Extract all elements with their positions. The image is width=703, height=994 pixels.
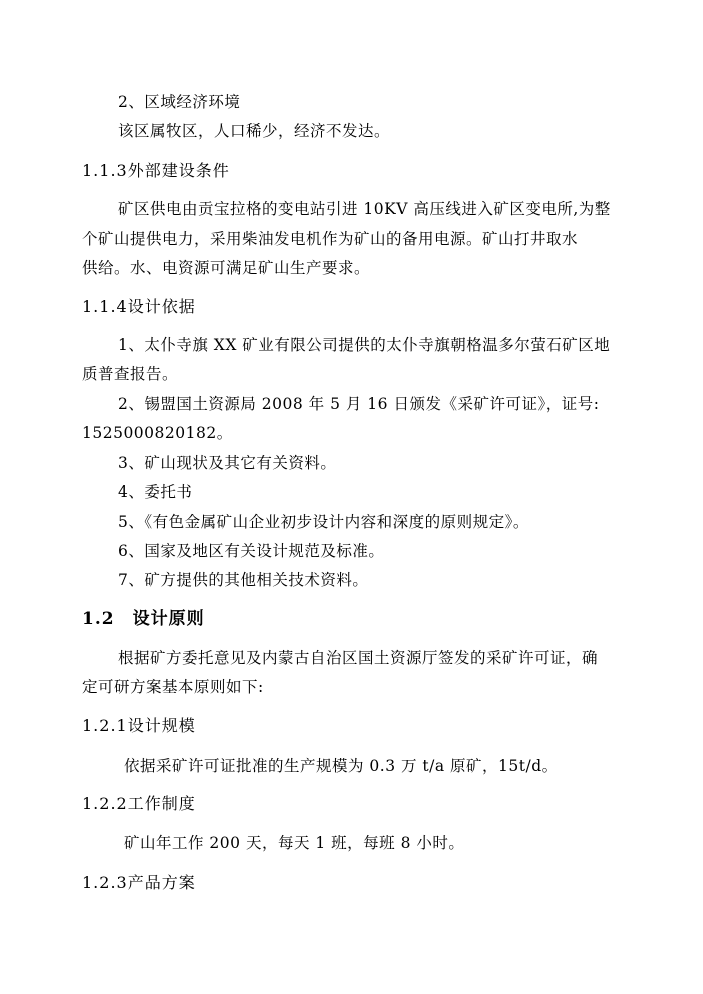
heading-number: 1.2 <box>82 609 115 629</box>
heading-1-2 <box>82 609 205 629</box>
paragraph-line: 供给。水、电资源可满足矿山生产要求。 <box>82 259 371 277</box>
paragraph-line: 根据矿方委托意见及内蒙古自治区国土资源厅签发的采矿许可证，确 <box>118 649 599 667</box>
heading-1-2-2: 1.2.2工作制度 <box>82 794 196 813</box>
list-item: 7、矿方提供的其他相关技术资料。 <box>118 571 369 589</box>
list-item: 3、矿山现状及其它有关资料。 <box>118 454 337 472</box>
list-item-cont: 1525000820182。 <box>82 424 233 442</box>
list-item: 1、太仆寺旗 XX 矿业有限公司提供的太仆寺旗朝格温多尔萤石矿区地 <box>118 336 611 354</box>
list-item: 5、《有色金属矿山企业初步设计内容和深度的原则规定》。 <box>118 513 529 531</box>
paragraph-line: 矿山年工作 200 天，每天 1 班，每班 8 小时。 <box>124 834 465 852</box>
heading-1-1-4: 1.1.4设计依据 <box>82 297 196 316</box>
heading-1-1-3: 1.1.3外部建设条件 <box>82 161 230 180</box>
list-item-cont: 质普查报告。 <box>82 365 179 383</box>
item-2-title: 2、区域经济环境 <box>118 93 241 111</box>
paragraph-line: 依据采矿许可证批准的生产规模为 0.3 万 t/a 原矿，15t/d。 <box>124 757 558 775</box>
list-item: 2、锡盟国土资源局 2008 年 5 月 16 日颁发《采矿许可证》，证号: <box>118 395 600 413</box>
paragraph-line: 个矿山提供电力，采用柴油发电机作为矿山的备用电源。矿山打井取水 <box>82 230 579 248</box>
paragraph-line: 定可研方案基本原则如下: <box>82 678 264 696</box>
list-item: 6、国家及地区有关设计规范及标准。 <box>118 542 385 560</box>
list-item: 4、委托书 <box>118 483 193 501</box>
item-2-body: 该区属牧区，人口稀少，经济不发达。 <box>118 122 391 140</box>
paragraph-line: 矿区供电由贡宝拉格的变电站引进 10KV 高压线进入矿区变电所,为整 <box>118 200 611 218</box>
heading-1-2-3: 1.2.3产品方案 <box>82 873 196 892</box>
heading-title: 设计原则 <box>132 609 205 629</box>
heading-1-2-1: 1.2.1设计规模 <box>82 716 196 735</box>
